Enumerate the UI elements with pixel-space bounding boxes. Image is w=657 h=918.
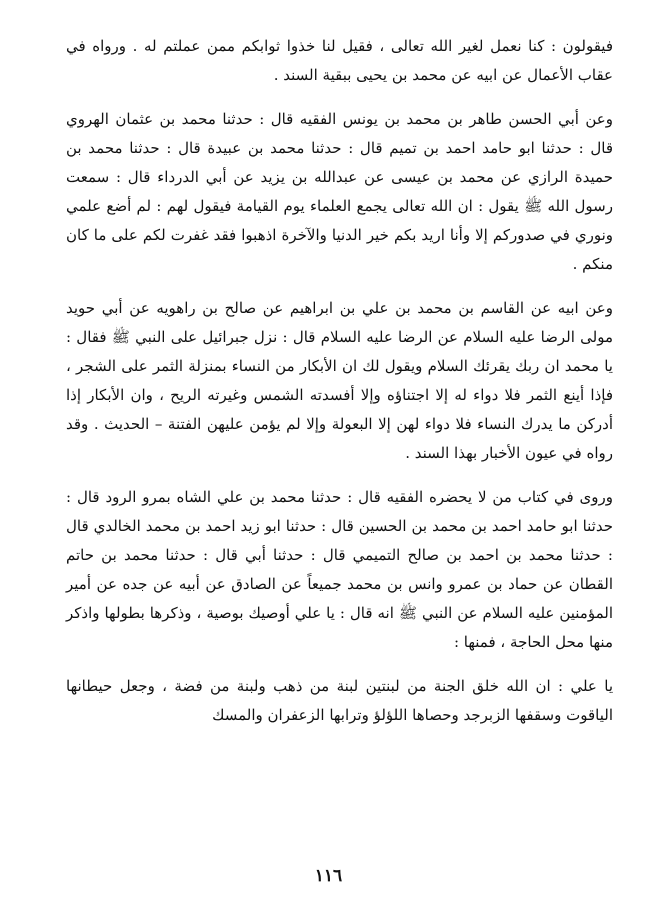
paragraph-1: فيقولون : كنا نعمل لغير الله تعالى ، فقيل لنا خذوا ثوابكم ممن عملتم له . ورواه في عقاب الأعمال عن ابيه عن محمد بن يحيى ببقية السند .	[66, 37, 613, 84]
page-number: ١١٦	[314, 866, 343, 886]
paragraph-4: وروى في كتاب من لا يحضره الفقيه قال : حدثنا محمد بن علي الشاه بمرو الرود قال : حدثنا ابو حامد احمد بن محمد بن الحسين قال : حدثنا ابو زيد احمد بن محمد الخالدي قال : حدثنا محمد بن احمد بن صالح التميمي قال : حدثنا أبي قال : حدثنا محمد بن حاتم القطان عن حماد بن عمرو وانس بن محمد جميعاً عن الصادق عن أبيه عن جده عن أمير المؤمنين عليه السلام عن النبي ﷺ انه قال : يا علي أوصيك بوصية ، وذكرها بطولها واذكر منها محل الحاجة ، فمنها :	[66, 488, 613, 651]
body-text	[66, 32, 613, 730]
paragraph-5: يا علي : ان الله خلق الجنة من لبنتين لبنة من ذهب ولبنة من فضة ، وجعل حيطانها الياقوت وسقفها الزبرجد وحصاها اللؤلؤ وترابها الزعفران والمسك	[66, 677, 613, 724]
paragraph-2: وعن أبي الحسن طاهر بن محمد بن يونس الفقيه قال : حدثنا محمد بن عثمان الهروي قال : حدثنا ابو حامد احمد بن تميم قال : حدثنا محمد بن عبيدة قال : حدثنا محمد بن حميدة الرازي عن محمد بن عيسى عن عبدالله بن يزيد عن أبي الدرداء قال : سمعت رسول الله ﷺ يقول : ان الله تعالى يجمع العلماء يوم القيامة فيقول لهم : لم أضع علمي ونوري في صدوركم إلا وأنا اريد بكم خير الدنيا والآخرة اذهبوا فقد غفرت لكم على ما كان منكم .	[66, 110, 613, 273]
paragraph-3: وعن ابيه عن القاسم بن محمد بن علي بن ابراهيم عن صالح بن راهويه عن أبي حويد مولى الرضا عليه السلام عن الرضا عليه السلام قال : نزل جبرائيل على النبي ﷺ فقال : يا محمد ان ربك يقرئك السلام ويقول لك ان الأبكار من النساء بمنزلة الثمر على الشجر ، فإذا أينع الثمر فلا دواء له إلا اجتناؤه وإلا أفسدته الشمس وغيرته الريح ، وان الأبكار إذا أدركن ما يدرك النساء فلا دواء لهن إلا البعولة وإلا لم يؤمن عليهن الفتنة – الحديث . وقد رواه في عيون الأخبار بهذا السند .	[66, 299, 613, 462]
